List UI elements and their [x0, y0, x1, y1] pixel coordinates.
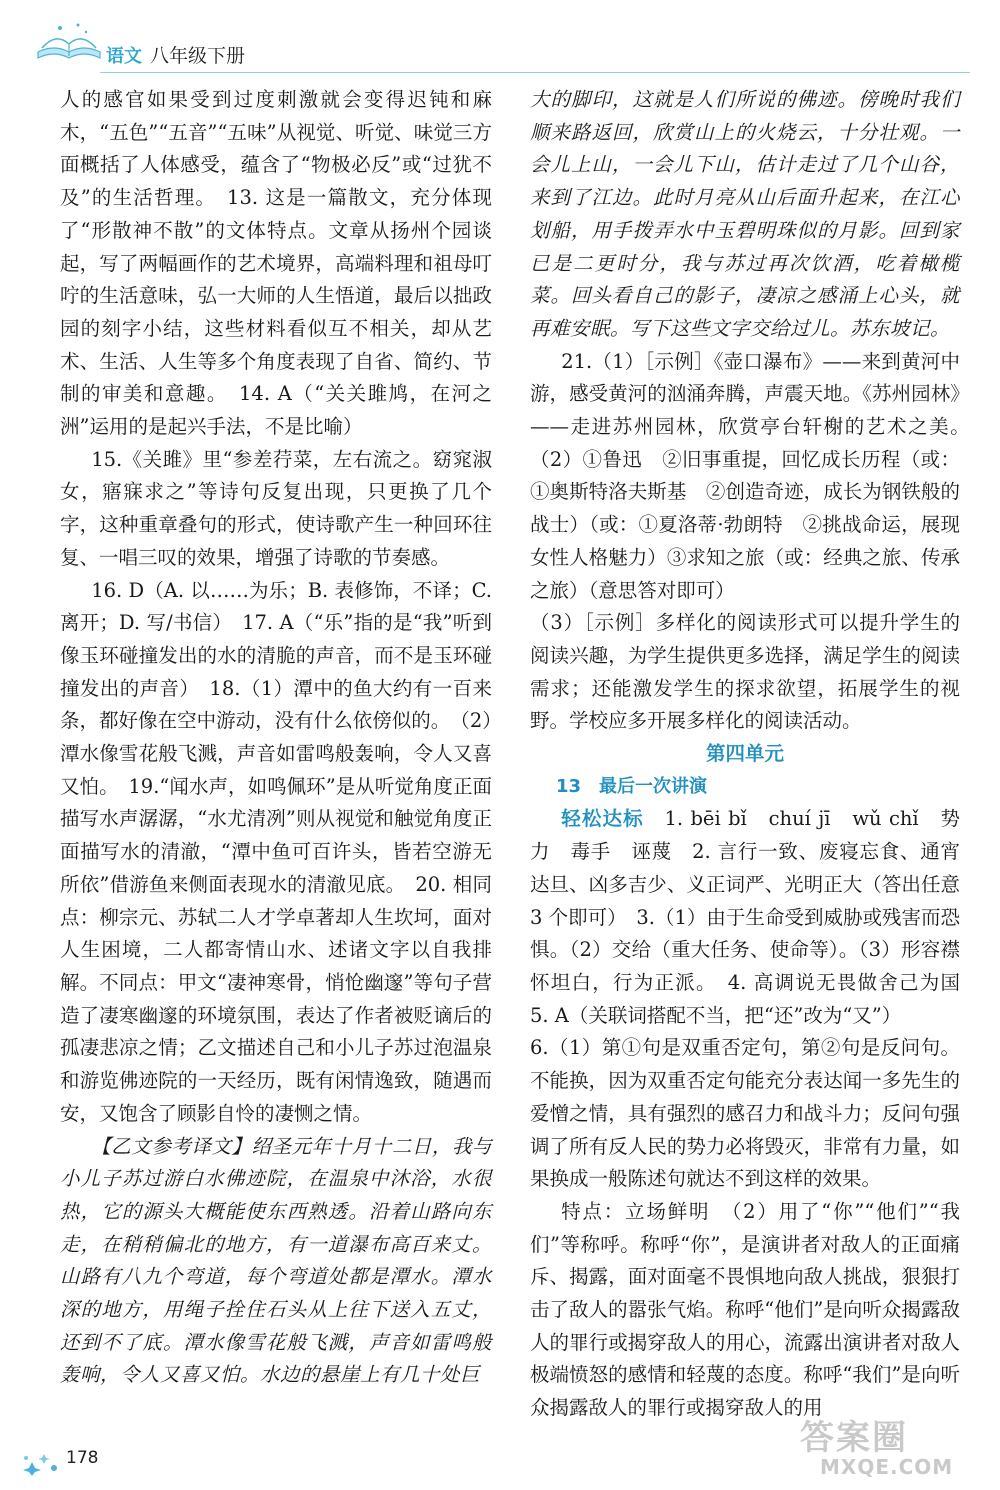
easy-text: 1. bēi bǐ chuí jī wǔ chǐ 势力 毒手 诬蔑 2. 言行一致、废寝忘食、通宵达旦、凶多吉少、义正词严、光明正大（答出任意 3 个即可） 3.（1）由于生命受到威胁或残害而恐惧。（2）交给（重大任务、使命等）。（3）形容襟怀坦白，行为正派。 4. 高调说无畏做舍己为国 5. A（关联词搭配不当，把“还”改为“又”）	[530, 807, 980, 1027]
answer-6: 6.（1）第①句是双重否定句，第②句是反问句。不能换，因为双重否定句能充分表达闻一多先生的爱憎之情，具有强烈的感召力和战斗力；反问句强调了所有反人民的势力必将毁灭，非常有力量，如果换成一般陈述句就达不到这样的效果。	[530, 1036, 960, 1191]
open-book-icon	[34, 18, 104, 64]
watermark-logo-text: 答案圈	[800, 1418, 908, 1458]
subject-label: 语文	[106, 46, 142, 67]
watermark-url: MXQE.COM	[820, 1455, 954, 1479]
lesson-title: 13 最后一次讲演	[556, 775, 708, 797]
translation-continuation: 大的脚印，这就是人们所说的佛迹。傍晚时我们顺来路返回，欣赏山上的火烧云，十分壮观。一会儿上山，一会儿下山，估计走过了几个山谷，来到了江边。此时月亮从山后面升起来，在江心划船，用手拨弄水中玉碧明珠似的月影。回到家已是二更时分，我与苏过再次饮酒，吃着橄榄菜。回头看自己的影子，凄凉之感涌上心头，就再难安眠。写下这些文字交给过儿。苏东坡记。	[530, 88, 960, 340]
grade-label: 八年级下册	[150, 45, 246, 67]
left-paragraph-3: 16. D（A. 以……为乐；B. 表修饰，不译；C. 离开；D. 写/书信） 17. A（“乐”指的是“我”听到像玉环碰撞发出的水的清脆的声音，而不是玉环碰撞发出的声音） 18.（1）潭中的鱼大约有一百来条，都好像在空中游动，没有什么依傍似的。 （2）潭水像雪花般飞溅，声音如雷鸣般轰响，令人又喜又怕。 19.“闻水声，如鸣佩环”是从听觉角度正面描写水声潺潺，“水尤清冽”则从视觉和触觉角度正面描写水的清澈，“潭中鱼可百许头，皆若空游无所依”借游鱼来侧面表现水的清澈见底。 20. 相同点：柳宗元、苏轼二人才学卓著却人生坎坷，面对人生困境，二人都寄情山水、述诸文字以自我排解。不同点：甲文“凄神寒骨，悄怆幽邃”等句子营造了凄寒幽邃的环境氛围，表达了作者被贬谪后的孤凄悲凉之情；乙文描述自己和小儿子苏过泡温泉和游览佛迹院的一天经历，既有闲情逸致，随遇而安，又饱含了顾影自怜的凄恻之情。	[60, 578, 492, 1125]
header-rule	[100, 72, 970, 73]
left-paragraph-1: 人的感官如果受到过度刺激就会变得迟钝和麻木，“五色”“五音”“五味”从视觉、听觉、味觉三方面概括了人体感受，蕴含了“物极必反”或“过犹不及”的生活哲理。 13. 这是一篇散文，充分体现了“形散神不散”的文体特点。文章从扬州个园谈起，写了两幅画作的艺术境界，高端料理和祖母叮咛的生活意味，弘一大师的人生悟道，最后以拙政园的刻字小结，这些材料看似互不相关，却从艺术、生活、人生等多个角度表现了自省、简约、节制的审美和意趣。 14. A（“关关雎鸠，在河之洲”运用的是起兴手法，不是比喻）	[60, 88, 492, 439]
watermark	[800, 1420, 990, 1480]
left-paragraph-translation: 【乙文参考译文】绍圣元年十月十二日，我与小儿子苏过游白水佛迹院，在温泉中沐浴，水很热，它的源头大概能使东西熟透。沿着山路向东走，在稍稍偏北的地方，有一道瀑布高百来丈。山路有八九个弯道，每个弯道处都是潭水。潭水深的地方，用绳子拴住石头从上往下送入五丈，还到不了底。潭水像雪花般飞溅，声音如雷鸣般轰响，令人又喜又怕。水边的悬崖上有几十处巨	[60, 1134, 492, 1387]
left-column	[60, 84, 492, 1392]
unit-title: 第四单元	[705, 742, 784, 766]
left-paragraph-2: 15.《关雎》里“参差荇菜，左右流之。窈窕淑女，寤寐求之”等诗句反复出现，只更换了几个字，这种重章叠句的形式，使诗歌产生一种回环往复、一唱三叹的效果，增强了诗歌的节奏感。	[60, 447, 492, 569]
answer-21: 21.（1）［示例］《壶口瀑布》——来到黄河中游，感受黄河的汹涌奔腾，声震天地。《苏州园林》——走进苏州园林，欣赏亭台轩榭的艺术之美。 （2）①鲁迅 ②旧事重提，回忆成长历程（或：①奥斯特洛夫斯基 ②创造奇迹，成长为钢铁般的战士）（或：①夏洛蒂·勃朗特 ②挑战命运，展现女性人格魅力）③求知之旅（或：经典之旅、传承之旅）（意思答对即可）	[530, 349, 980, 602]
answer-6-2: 特点：立场鲜明 （2）用了“你”“他们”“我们”等称呼。称呼“你”，是演讲者对敌人的正面痛斥、揭露，面对面毫不畏惧地向敌人挑战，狠狠打击了敌人的嚣张气焰。称呼“他们”是向听众揭露敌人的罪行或揭穿敌人的用心，流露出演讲者对敌人极端愤怒的感情和轻蔑的态度。称呼“我们”是向听众揭露敌人的罪行或揭穿敌人的用	[530, 1199, 960, 1420]
page-number: 178	[66, 1448, 99, 1468]
page-header	[0, 0, 1000, 80]
easy-label: 轻松达标	[561, 807, 644, 831]
right-column	[530, 84, 980, 1425]
easy-section	[530, 803, 980, 1032]
sparkle-decoration-icon	[20, 1432, 64, 1476]
answer-21-3: （3）［示例］多样化的阅读形式可以提升学生的阅读兴趣，为学生提供更多选择，满足学生的阅读需求；还能激发学生的探求欲望，拓展学生的视野。学校应多开展多样化的阅读活动。	[530, 611, 960, 733]
